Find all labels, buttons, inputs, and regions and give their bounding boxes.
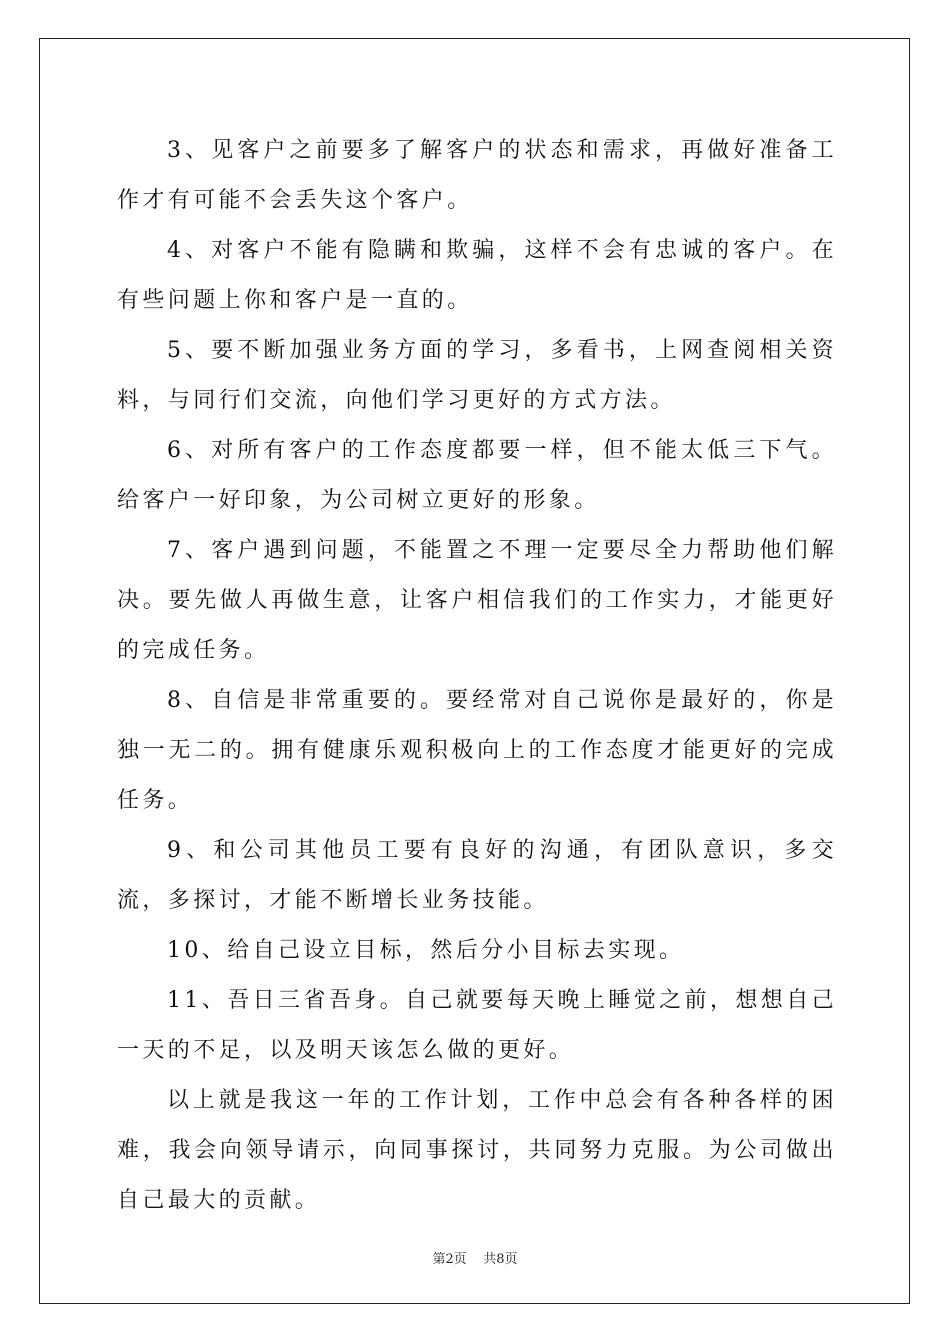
page-footer (0, 1248, 950, 1267)
paragraph-item-10: 10、给自己设立目标，然后分小目标去实现。 (167, 938, 685, 963)
paragraph-item-4: 4、对客户不能有隐瞒和欺骗，这样不会有忠诚的客户。在有些问题上你和客户是一直的。 (117, 238, 837, 313)
page-number: 第2页 (432, 1252, 467, 1267)
document-body (117, 126, 837, 1226)
paragraph-item-9: 9、和公司其他员工要有良好的沟通，有团队意识，多交流，多探讨，才能不断增长业务技能。 (117, 838, 837, 913)
paragraph-item-5: 5、要不断加强业务方面的学习，多看书，上网查阅相关资料，与同行们交流，向他们学习更好的方式方法。 (117, 338, 837, 413)
paragraph-conclusion: 以上就是我这一年的工作计划，工作中总会有各种各样的困难，我会向领导请示，向同事探讨，共同努力克服。为公司做出自己最大的贡献。 (117, 1088, 837, 1213)
paragraph-item-11: 11、吾日三省吾身。自己就要每天晚上睡觉之前，想想自己一天的不足，以及明天该怎么做的更好。 (117, 988, 837, 1063)
paragraph-item-7: 7、客户遇到问题，不能置之不理一定要尽全力帮助他们解决。要先做人再做生意，让客户相信我们的工作实力，才能更好的完成任务。 (117, 538, 837, 663)
footer-spacer (467, 1252, 484, 1267)
paragraph-item-8: 8、自信是非常重要的。要经常对自己说你是最好的，你是独一无二的。拥有健康乐观积极向上的工作态度才能更好的完成任务。 (117, 688, 837, 813)
paragraph-item-3: 3、见客户之前要多了解客户的状态和需求，再做好准备工作才有可能不会丢失这个客户。 (117, 138, 837, 213)
page-total: 共8页 (483, 1252, 518, 1267)
paragraph-item-6: 6、对所有客户的工作态度都要一样，但不能太低三下气。给客户一好印象，为公司树立更好的形象。 (117, 438, 837, 513)
